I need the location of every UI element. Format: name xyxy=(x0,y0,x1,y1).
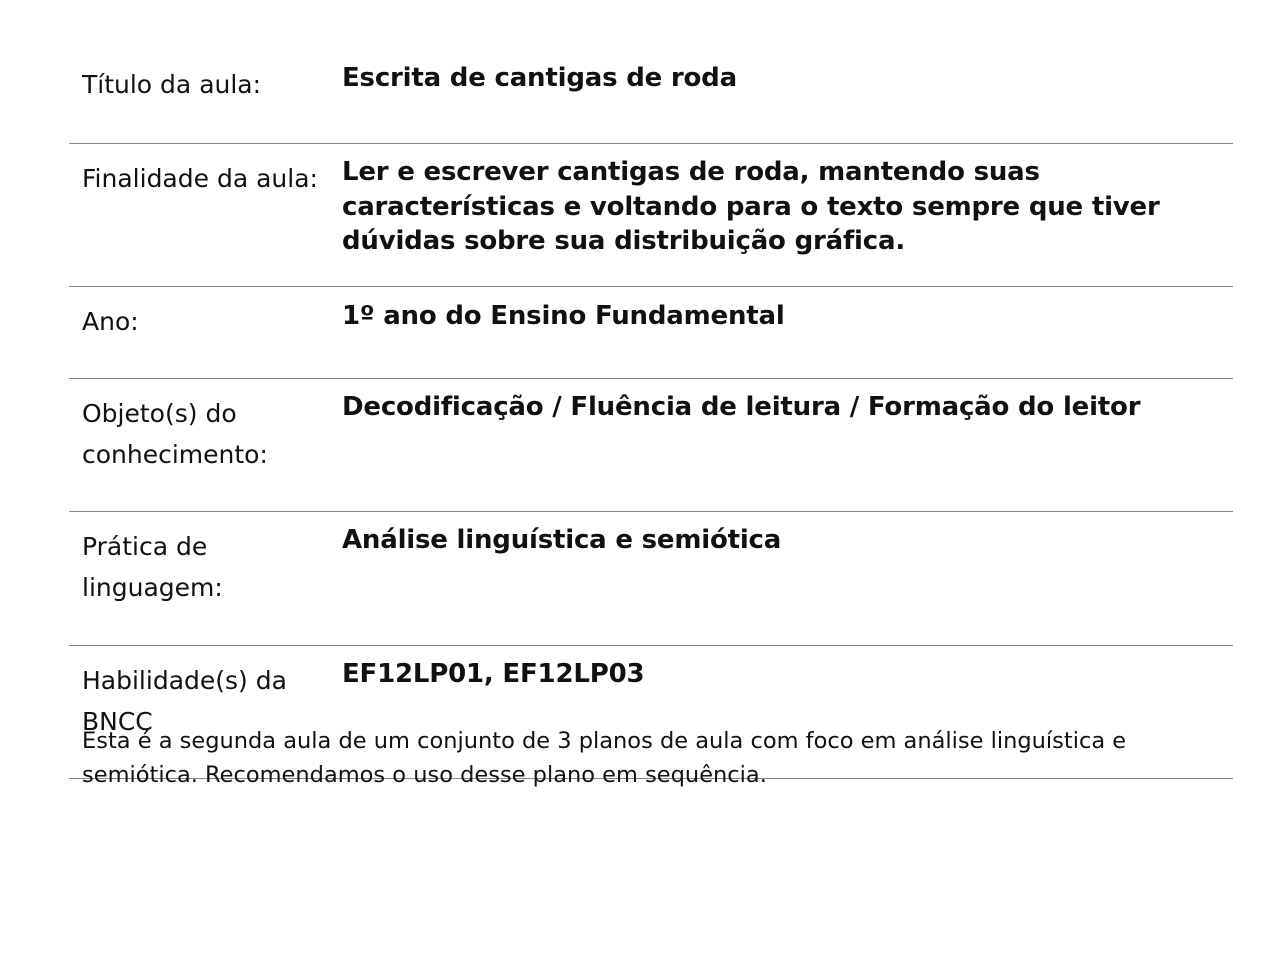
titulo-label: Título da aula: xyxy=(82,70,262,99)
objeto-label: Objeto(s) do conhecimento: xyxy=(82,399,268,469)
objeto-value: Decodificação / Fluência de leitura / Formação do leitor xyxy=(342,392,1141,422)
habilidade-value: EF12LP01, EF12LP03 xyxy=(342,659,645,689)
lesson-info-table xyxy=(69,48,1233,779)
finalidade-value: Ler e escrever cantigas de roda, mantendo suas características e voltando para o texto sempre que tiver dúvidas sobre sua distribuição gráfica. xyxy=(342,157,1160,256)
table-row-titulo xyxy=(69,48,1233,144)
table-row-pratica xyxy=(69,512,1233,646)
habilidade-label: Habilidade(s) da BNCC xyxy=(82,666,287,736)
titulo-value: Escrita de cantigas de roda xyxy=(342,63,737,93)
ano-value: 1º ano do Ensino Fundamental xyxy=(342,301,785,331)
table-row-finalidade xyxy=(69,144,1233,287)
pratica-value: Análise linguística e semiótica xyxy=(342,525,782,555)
pratica-label: Prática de linguagem: xyxy=(82,532,223,602)
table-row-ano xyxy=(69,287,1233,379)
sequence-note: Esta é a segunda aula de um conjunto de 3 planos de aula com foco em análise linguística e semiótica. Recomendamos o uso desse plano em sequência. xyxy=(82,727,1127,788)
ano-label: Ano: xyxy=(82,307,139,336)
finalidade-label: Finalidade da aula: xyxy=(82,164,318,193)
table-row-objeto xyxy=(69,379,1233,512)
